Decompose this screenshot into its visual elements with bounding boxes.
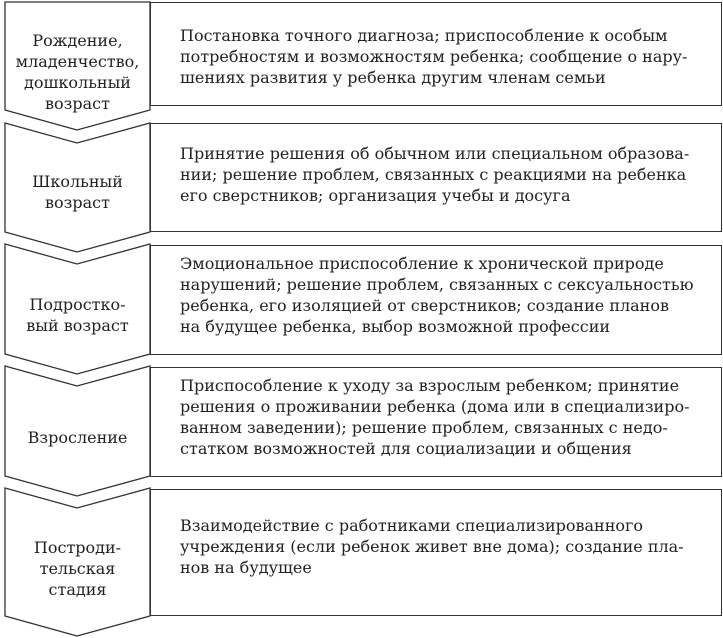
stage-description-3: Эмоциональное приспособление к хронической природе нарушений; решение проблем, связанных с сексуальностью ребенка, его изоляцией от сверстников; создание планов на будущее ребенка, выбор возможной профессии — [150, 245, 722, 355]
stage-description-2: Принятие решения об обычном или специальном образова- нии; решение проблем, связанных с реакциями на ребенка его сверстников; организация учебы и досуга — [150, 123, 722, 232]
stage-label-5: Построди- тельская стадия — [33, 537, 122, 599]
stage-description-1: Постановка точного диагноза; приспособление к особым потребностям и возможностям ребенка; сообщение о нару- шениях развития у ребенка другим членам семьи — [150, 2, 722, 106]
stage-description-5: Взаимодействие с работниками специализированного учреждения (если ребенок живет вне дома); создание пла- нов на будущее — [150, 489, 722, 616]
stage-label-1: Рождение, младенчество, дошкольный возраст — [15, 31, 140, 113]
stage-description-4: Приспособление к уходу за взрослым ребенком; принятие решения о проживании ребенка (дома или в специализиро- ванном заведении); решение проблем, связанных с недо- статком возможностей для социализации и общения — [150, 367, 722, 477]
stage-label-2: Школьный возраст — [32, 172, 123, 212]
stage-label-3: Подростко- вый возраст — [26, 295, 129, 335]
stage-label-4: Взросление — [27, 427, 128, 447]
